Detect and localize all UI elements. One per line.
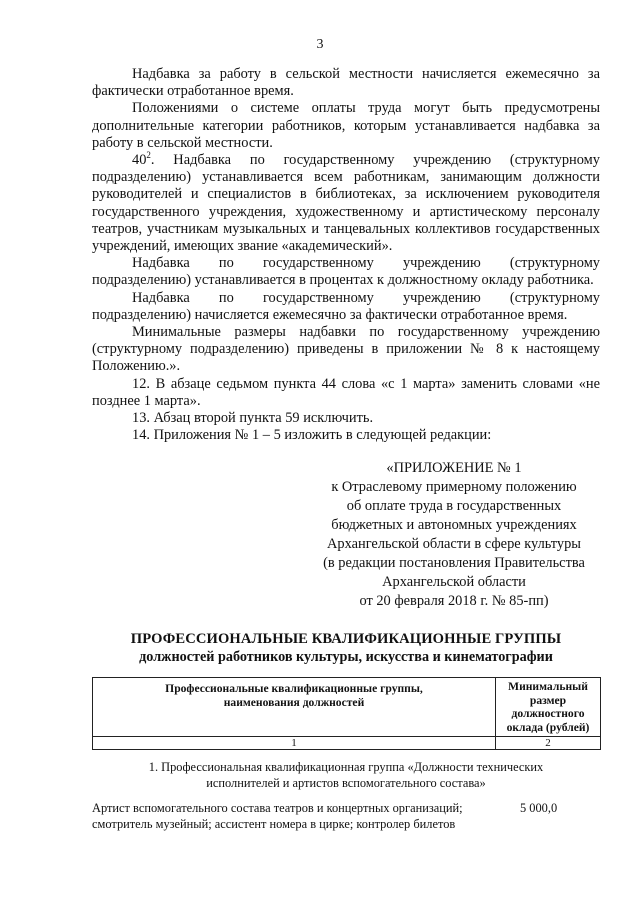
clause-superscript: 2	[146, 150, 151, 161]
paragraph	[92, 152, 600, 255]
table-header-row	[93, 678, 601, 737]
paragraph-text: Надбавка по государственному учреждению (структурному подразделению) устанавливается в процентах к должностному окладу работника.	[92, 255, 600, 289]
header-groups	[93, 678, 496, 737]
appendix-line: (в редакции постановления Правительства	[323, 555, 585, 571]
paragraph	[92, 410, 600, 427]
group-heading	[92, 760, 600, 791]
position-list	[92, 801, 492, 832]
paragraph	[92, 100, 600, 152]
appendix-line: от 20 февраля 2018 г. № 85-пп)	[359, 593, 549, 609]
appendix-heading	[300, 459, 608, 611]
header-text: должностного	[511, 707, 585, 720]
paragraph	[92, 66, 600, 100]
position-line: Артист вспомогательного состава театров и концертных организаций;	[92, 801, 463, 815]
paragraph-text: 12. В абзаце седьмом пункта 44 слова «с 1 марта» заменить словами «не позднее 1 марта».	[92, 375, 600, 409]
header-text: Минимальный	[508, 680, 588, 693]
header-text: наименования должностей	[223, 695, 365, 709]
group-heading-line: 1. Профессиональная квалификационная группа «Должности технических	[148, 760, 544, 774]
appendix-line: бюджетных и автономных учреждениях	[331, 517, 577, 533]
paragraph-text: Надбавка за работу в сельской местности начисляется ежемесячно за фактически отработанное время.	[92, 66, 600, 100]
paragraph-text: 14. Приложения № 1 – 5 изложить в следующей редакции:	[132, 427, 492, 444]
header-text: размер	[529, 693, 567, 707]
table-number-row	[93, 737, 601, 750]
group-heading-line: исполнителей и артистов вспомогательного состава»	[206, 775, 486, 790]
paragraph-text: Минимальные размеры надбавки по государственному учреждению (структурному подразделению) приведены в приложении № 8 к настоящему Положению.».	[92, 324, 600, 375]
paragraph-text: Надбавка по государственному учреждению (структурному подразделению) начисляется ежемесячно за фактически отработанное время.	[92, 289, 600, 323]
title-line-1: ПРОФЕССИОНАЛЬНЫЕ КВАЛИФИКАЦИОННЫЕ ГРУППЫ	[130, 631, 562, 647]
appendix-line: «ПРИЛОЖЕНИЕ № 1	[386, 460, 522, 476]
page-number: 3	[316, 37, 324, 52]
paragraph-text: Положениями о системе оплаты труда могут быть предусмотрены дополнительные категории работников, которым устанавливается надбавка за работу в сельской местности.	[92, 100, 600, 151]
header-text: оклада (рублей)	[506, 720, 590, 734]
position-line: смотритель музейный; ассистент номера в цирке; контролер билетов	[92, 816, 456, 831]
appendix-line: Архангельской области	[382, 574, 526, 590]
paragraph	[92, 324, 600, 376]
column-number: 2	[496, 737, 601, 750]
paragraph	[92, 255, 600, 289]
clause-number: 40	[132, 152, 147, 169]
paragraph	[92, 427, 600, 444]
appendix-line: к Отраслевому примерному положению	[331, 479, 577, 495]
paragraph-text: . Надбавка по государственному учреждению (структурному подразделению) устанавливается всем работникам, занимающим должности руководителей и специалистов в библиотеках, за исключением руководителя государственного учреждения, художественному и артистическому персоналу театров, участникам музыкальных и танцевальных коллективов государственных учреждений, имеющих звание «академический».	[92, 152, 600, 255]
header-min-salary	[496, 678, 601, 737]
salary-table	[92, 677, 601, 750]
paragraph	[92, 290, 600, 324]
paragraph-text: 13. Абзац второй пункта 59 исключить.	[132, 410, 374, 427]
document-title	[92, 630, 600, 666]
appendix-line: об оплате труда в государственных	[346, 498, 562, 514]
appendix-line: Архангельской области в сфере культуры	[327, 536, 581, 552]
title-line-2: должностей работников культуры, искусства и кинематографии	[139, 649, 553, 665]
column-number: 1	[93, 737, 496, 750]
paragraph	[92, 376, 600, 410]
header-text: Профессиональные квалификационные группы,	[165, 682, 423, 695]
document-body	[92, 66, 600, 444]
salary-value: 5 000,0	[520, 801, 558, 815]
